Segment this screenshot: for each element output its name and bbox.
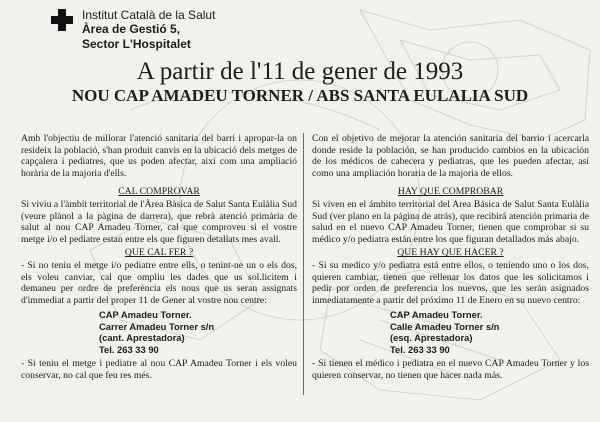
sector-name: Sector L'Hospitalet bbox=[82, 37, 191, 51]
check-paragraph: Si viven en el ámbito territorial del Area Básica de Salut Santa Eulàlia Sud (ver plano en la página de atrás), que recibirá atención primaria de salud en el nuevo CAP Amadeu Torner, tienen que comprobar si su médico y/o pediatra están entre los que figuran detallados más abajo. bbox=[312, 198, 589, 245]
address-line: CAP Amadeu Torner. bbox=[390, 309, 483, 321]
institution-name: Institut Català de la Salut bbox=[82, 8, 216, 22]
section-heading: CAL COMPROVAR bbox=[118, 186, 200, 198]
page-subtitle: NOU CAP AMADEU TORNER / ABS SANTA EULALIA SUD bbox=[71, 86, 529, 105]
address-line: Carrer Amadeu Torner s/n bbox=[99, 320, 215, 332]
address-block bbox=[99, 309, 297, 355]
check-paragraph: Si viviu a l'àmbit territorial de l'Àrea Bàsica de Salut Santa Eulàlia Sud (veure plànol a la pàgina de darrera), que rebrà atenció primària de salut al nou CAP Amadeu Torner, cal que comproveu si el vostre metge i/o el pediatre estan entre els que figuren detallats mes avall. bbox=[21, 198, 297, 245]
section-heading: QUE CAL FER ? bbox=[124, 247, 194, 259]
management-area: Àrea de Gestió 5, bbox=[82, 22, 181, 36]
intro-paragraph: Amb l'objectiu de millorar l'atenció sanitaria del barri i apropar-la on resideix la població, s'han produit canvis en la ubicació dels metges de capçalera i pediatres, que us poden afectar, així com una ampliació horària de la majoria d'ells. bbox=[21, 133, 297, 179]
intro-paragraph: Con el objetivo de mejorar la atención sanitaria del barrio i acercarla donde reside la población, se han producido cambios en la ubicación de los médicos de cabecera y pediatras, que les pueden afectar, así como una ampliación horaria de la majoria de ellos. bbox=[312, 133, 589, 179]
address-line: (esq. Aprestadora) bbox=[390, 332, 473, 344]
page-title: A partir de l'11 de gener de 1993 bbox=[136, 58, 464, 85]
address-phone: Tel. 263 33 90 bbox=[99, 343, 159, 355]
address-line: CAP Amadeu Torner. bbox=[99, 309, 192, 321]
section-heading: HAY QUE COMPROBAR bbox=[397, 186, 504, 198]
column-divider bbox=[303, 133, 304, 395]
action-paragraph: - Si su medico y/o pediatra está entre ellos, o teniendo uno o los dos, quieren cambiar, tienen que rellenar los datos que les solicitamos i pedir por orden de preferencia los nuevos, que les serán asignados inmediatamente a partir del próximo 11 de Enero en su nuevo centro: bbox=[312, 259, 589, 306]
catalan-column bbox=[21, 133, 297, 381]
section-heading: QUE HAY QUE HACER ? bbox=[397, 247, 504, 259]
closing-paragraph: - Si tienen el médico i pediatra en el nuevo CAP Amadeu Torner y los quieren conservar, no tienen que hacer nada más. bbox=[312, 357, 589, 381]
ics-cross-logo-icon bbox=[50, 8, 74, 32]
address-line: Calle Amadeu Torner s/n bbox=[390, 320, 500, 332]
action-paragraph: - Si no teniu el metge i/o pediatre entre ells, o tenint-ne un o els dos, els voleu canviar, cal que ompliu les dades que us sol.licitem i demaneu per ordre de preferència els nous que us seran assignats d'immediat a partir del proper 11 de Gener al vostre nou centre: bbox=[21, 259, 297, 306]
address-block bbox=[390, 309, 589, 355]
closing-paragraph: - Si teniu el metge i pediatre al nou CAP Amadeu Torner i els voleu conservar, no cal que feu res més. bbox=[21, 357, 297, 381]
address-phone: Tel. 263 33 90 bbox=[390, 343, 450, 355]
address-line: (cant. Aprestadora) bbox=[99, 332, 185, 344]
spanish-column bbox=[312, 133, 589, 381]
